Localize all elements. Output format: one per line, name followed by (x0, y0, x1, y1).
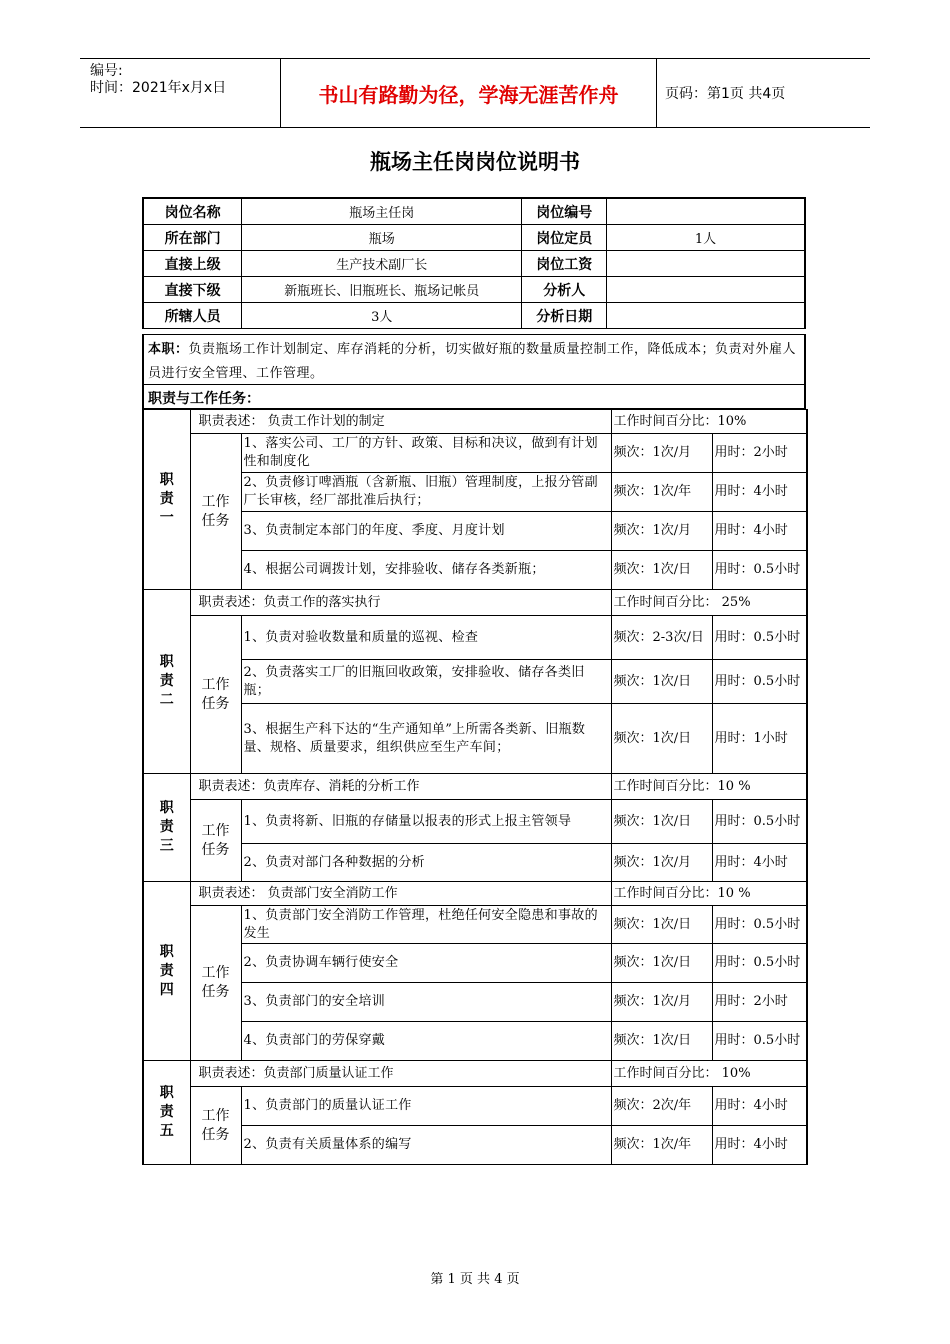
work-task-label (190, 434, 241, 590)
document-title: 瓶场主任岗岗位说明书 (370, 150, 580, 174)
info-label: 分析日期 (522, 303, 607, 329)
task-duration: 用时：0.5小时 (712, 906, 807, 944)
info-row (143, 277, 805, 303)
duty-label (143, 1061, 190, 1165)
duty-summary: 职责表述： 负责部门安全消防工作 (190, 882, 611, 906)
task-text: 2、负责对部门各种数据的分析 (241, 844, 611, 882)
duty-label-text: 职责二 (159, 654, 174, 708)
task-text: 3、负责制定本部门的年度、季度、月度计划 (241, 512, 611, 551)
info-value: 新瓶班长、旧瓶班长、瓶场记帐员 (242, 277, 522, 303)
task-row (143, 906, 807, 944)
work-task-label-text: 工作任务 (201, 822, 230, 858)
duty-label-text: 职责三 (159, 800, 174, 854)
duty-label (143, 410, 190, 590)
duty-label (143, 882, 190, 1061)
info-row (143, 225, 805, 251)
work-task-label-text: 工作任务 (201, 493, 230, 529)
work-task-label (190, 906, 241, 1061)
task-duration: 用时：4小时 (712, 1126, 807, 1165)
task-row (143, 944, 807, 983)
duty-time-percent: 工作时间百分比： 10% (611, 1061, 807, 1087)
task-frequency: 频次：1次/年 (611, 1126, 712, 1165)
duty-summary: 职责表述：负责部门质量认证工作 (190, 1061, 611, 1087)
task-frequency: 频次：1次/日 (611, 551, 712, 590)
duty-label-text: 职责四 (159, 943, 174, 998)
task-text: 1、负责将新、旧瓶的存储量以报表的形式上报主管领导 (241, 800, 611, 844)
task-frequency: 频次：1次/月 (611, 844, 712, 882)
task-row (143, 800, 807, 844)
info-label: 岗位编号 (522, 198, 607, 225)
task-text: 2、负责协调车辆行使安全 (241, 944, 611, 983)
task-duration: 用时：0.5小时 (712, 944, 807, 983)
task-duration: 用时：4小时 (712, 512, 807, 551)
task-row (143, 1126, 807, 1165)
info-value (607, 303, 805, 329)
task-text: 1、负责部门安全消防工作管理，杜绝任何安全隐患和事故的发生 (241, 906, 611, 944)
info-value: 3人 (242, 303, 522, 329)
page-footer: 第 1 页 共 4 页 (430, 1272, 520, 1287)
core-responsibility (142, 334, 806, 385)
duty-summary-row (143, 410, 807, 434)
duty-summary-row (143, 1061, 807, 1087)
task-row (143, 660, 807, 704)
task-text: 4、负责部门的劳保穿戴 (241, 1022, 611, 1061)
duty-summary: 职责表述：负责工作的落实执行 (190, 590, 611, 616)
info-row (143, 303, 805, 329)
task-frequency: 频次：1次/日 (611, 944, 712, 983)
info-value: 瓶场 (242, 225, 522, 251)
duty-label (143, 774, 190, 882)
page-header (80, 58, 870, 128)
task-duration: 用时：2小时 (712, 983, 807, 1022)
task-text: 2、负责落实工厂的旧瓶回收政策，安排验收、储存各类旧瓶； (241, 660, 611, 704)
task-frequency: 频次：1次/日 (611, 906, 712, 944)
task-row (143, 512, 807, 551)
duty-label-text: 职责一 (159, 472, 174, 526)
info-label: 所在部门 (143, 225, 242, 251)
task-text: 1、负责对验收数量和质量的巡视、检查 (241, 616, 611, 660)
task-row (143, 616, 807, 660)
duty-time-percent: 工作时间百分比：10 % (611, 882, 807, 906)
duty-label-text: 职责五 (159, 1085, 174, 1139)
task-frequency: 频次：1次/年 (611, 473, 712, 512)
task-duration: 用时：4小时 (712, 473, 807, 512)
duty-summary: 职责表述：负责库存、消耗的分析工作 (190, 774, 611, 800)
task-duration: 用时：4小时 (712, 844, 807, 882)
duty-summary-row (143, 882, 807, 906)
duty-summary-row (143, 774, 807, 800)
info-row (143, 198, 805, 225)
work-task-label (190, 1087, 241, 1165)
task-frequency: 频次：2次/年 (611, 1087, 712, 1126)
work-task-label-text: 工作任务 (201, 676, 230, 712)
core-responsibility-label: 本职： (148, 342, 189, 357)
task-text: 1、落实公司、工厂的方针、政策、目标和决议，做到有计划性和制度化 (241, 434, 611, 473)
work-task-label (190, 616, 241, 774)
number-label: 编号: (90, 63, 123, 79)
page-number-label: 页码：第1页 共4页 (665, 86, 786, 102)
task-frequency: 频次：2-3次/日 (611, 616, 712, 660)
info-value: 1人 (607, 225, 805, 251)
task-duration: 用时：0.5小时 (712, 551, 807, 590)
duty-time-percent: 工作时间百分比： 25% (611, 590, 807, 616)
task-row (143, 434, 807, 473)
duties-table (142, 409, 808, 1165)
info-label: 直接下级 (143, 277, 242, 303)
task-row (143, 983, 807, 1022)
task-text: 2、负责有关质量体系的编写 (241, 1126, 611, 1165)
task-duration: 用时：0.5小时 (712, 1022, 807, 1061)
info-value (607, 198, 805, 225)
info-label: 分析人 (522, 277, 607, 303)
task-row (143, 551, 807, 590)
task-row (143, 704, 807, 774)
task-row (143, 1087, 807, 1126)
task-duration: 用时：4小时 (712, 1087, 807, 1126)
task-row (143, 844, 807, 882)
task-frequency: 频次：1次/日 (611, 704, 712, 774)
task-frequency: 频次：1次/月 (611, 434, 712, 473)
time-label: 时间：2021年x月x日 (90, 80, 227, 96)
duty-label (143, 590, 190, 774)
task-text: 2、负责修订啤酒瓶（含新瓶、旧瓶）管理制度，上报分管副厂长审核，经厂部批准后执行； (241, 473, 611, 512)
info-value: 生产技术副厂长 (242, 251, 522, 277)
task-text: 3、根据生产科下达的“生产通知单”上所需各类新、旧瓶数量、规格、质量要求，组织供应至生产车间； (241, 704, 611, 774)
info-label: 岗位定员 (522, 225, 607, 251)
task-text: 3、负责部门的安全培训 (241, 983, 611, 1022)
info-value (607, 277, 805, 303)
info-label: 岗位名称 (143, 198, 242, 225)
task-frequency: 频次：1次/日 (611, 1022, 712, 1061)
core-responsibility-text: 负责瓶场工作计划制定、库存消耗的分析，切实做好瓶的数量质量控制工作，降低成本；负责对外雇人员进行安全管理、工作管理。 (148, 342, 797, 381)
info-label: 所辖人员 (143, 303, 242, 329)
work-task-label-text: 工作任务 (201, 965, 230, 1000)
task-frequency: 频次：1次/日 (611, 660, 712, 704)
info-label: 直接上级 (143, 251, 242, 277)
header-motto: 书山有路勤为径，学海无涯苦作舟 (280, 59, 657, 127)
work-task-label (190, 800, 241, 882)
task-row (143, 473, 807, 512)
work-task-label-text: 工作任务 (201, 1107, 230, 1143)
info-label: 岗位工资 (522, 251, 607, 277)
task-text: 1、负责部门的质量认证工作 (241, 1087, 611, 1126)
task-duration: 用时：0.5小时 (712, 800, 807, 844)
task-text: 4、根据公司调拨计划，安排验收、储存各类新瓶； (241, 551, 611, 590)
tasks-section-header: 职责与工作任务： (142, 385, 806, 409)
task-frequency: 频次：1次/月 (611, 983, 712, 1022)
duty-summary-row (143, 590, 807, 616)
task-row (143, 1022, 807, 1061)
info-value: 瓶场主任岗 (242, 198, 522, 225)
header-meta (80, 59, 280, 127)
task-frequency: 频次：1次/月 (611, 512, 712, 551)
task-duration: 用时：0.5小时 (712, 616, 807, 660)
task-duration: 用时：0.5小时 (712, 660, 807, 704)
task-frequency: 频次：1次/日 (611, 800, 712, 844)
duty-time-percent: 工作时间百分比：10 % (611, 774, 807, 800)
task-duration: 用时：2小时 (712, 434, 807, 473)
duty-time-percent: 工作时间百分比：10% (611, 410, 807, 434)
duty-summary: 职责表述： 负责工作计划的制定 (190, 410, 611, 434)
info-row (143, 251, 805, 277)
position-info-table (142, 197, 806, 329)
info-value (607, 251, 805, 277)
task-duration: 用时：1小时 (712, 704, 807, 774)
